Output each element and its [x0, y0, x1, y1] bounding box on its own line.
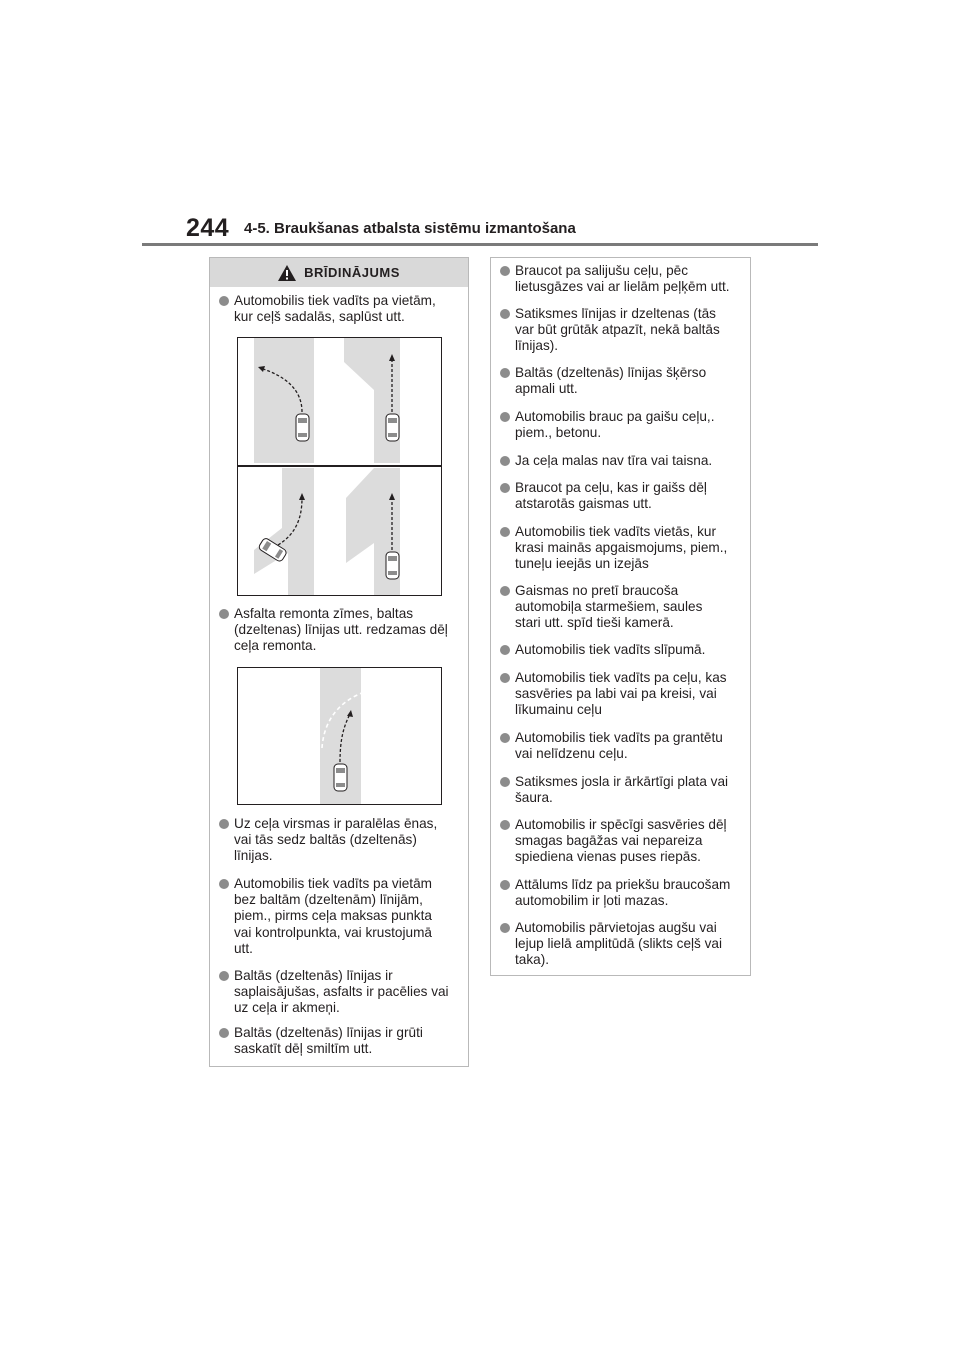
- bullet-dot: [500, 880, 510, 890]
- bullet-dot: [500, 456, 510, 466]
- list-item: Braucot pa salijušu ceļu, pēc lietusgāzes vai ar lielām peļķēm utt.: [497, 263, 730, 295]
- bullet-dot: [219, 1028, 229, 1038]
- bullet-dot: [500, 586, 510, 596]
- list-item: Baltās (dzeltenās) līnijas šķērso apmali utt.: [497, 365, 706, 397]
- bullet-dot: [500, 733, 510, 743]
- list-item: Uz ceļa virsmas ir paralēlas ēnas, vai tās sedz baltās (dzeltenās) līnijas.: [216, 816, 437, 865]
- list-item: Attālums līdz pa priekšu braucošam automobilim ir ļoti mazas.: [497, 877, 730, 909]
- bullet-dot: [500, 923, 510, 933]
- list-item: Automobilis tiek vadīts slīpumā.: [497, 642, 705, 658]
- bullet-dot: [500, 673, 510, 683]
- car-icon: [296, 414, 309, 441]
- list-item: Automobilis ir spēcīgi sasvēries dēļ smagas bagāžas vai nepareiza spiediena vienas puses riepās.: [497, 817, 727, 866]
- list-item: Automobilis pārvietojas augšu vai lejup lielā amplitūdā (slikts ceļš vai taka).: [497, 920, 722, 969]
- bullet-dot: [219, 971, 229, 981]
- list-item: Ja ceļa malas nav tīra vai taisna.: [497, 453, 712, 469]
- list-item: Automobilis tiek vadīts pa grantētu vai nelīdzenu ceļu.: [497, 730, 723, 762]
- bullet-dot: [500, 645, 510, 655]
- list-item: Automobilis tiek vadīts pa vietām bez baltām (dzeltenām) līnijām, piem., pirms ceļa maksas punkta vai kontrolpunkta, vai krustojumā utt.: [216, 876, 432, 957]
- bullet-dot: [500, 309, 510, 319]
- bullet-dot: [500, 412, 510, 422]
- bullet-dot: [500, 266, 510, 276]
- list-item: Asfalta remonta zīmes, baltas (dzeltenas) līnijas utt. redzamas dēļ ceļa remonta.: [216, 606, 448, 655]
- list-item: Satiksmes līnijas ir dzeltenas (tās var būt grūtāk atpazīt, nekā baltās līnijas).: [497, 306, 720, 355]
- list-item: Baltās (dzeltenās) līnijas ir grūti saskatīt dēļ smiltīm utt.: [216, 1025, 423, 1057]
- bullet-dot: [219, 609, 229, 619]
- section-title: 4-5. Braukšanas atbalsta sistēmu izmantošana: [244, 220, 576, 237]
- list-item: Automobilis tiek vadīts pa ceļu, kas sasvēries pa labi vai pa kreisi, vai līkumainu ceļu: [497, 670, 727, 719]
- list-item: Satiksmes josla ir ārkārtīgi plata vai šaura.: [497, 774, 728, 806]
- warning-box-right: [490, 257, 751, 976]
- bullet-dot: [500, 820, 510, 830]
- list-item: Automobilis tiek vadīts pa vietām, kur ceļš sadalās, saplūst utt.: [216, 293, 436, 325]
- car-icon: [386, 552, 399, 579]
- bullet-dot: [500, 483, 510, 493]
- header-rule: [142, 243, 818, 246]
- road-repair-figure: [237, 667, 442, 805]
- list-item: Automobilis brauc pa gaišu ceļu,. piem., betonu.: [497, 409, 715, 441]
- car-icon: [334, 764, 347, 791]
- bullet-dot: [500, 777, 510, 787]
- bullet-dot: [500, 368, 510, 378]
- road-repair-diagram: [238, 668, 441, 804]
- list-item: Baltās (dzeltenās) līnijas ir saplaisājušas, asfalts ir pacēlies vai uz ceļa ir akmeņi.: [216, 968, 449, 1017]
- car-icon: [386, 414, 399, 441]
- list-item: Gaismas no pretī braucoša automobiļa starmešiem, saules stari utt. spīd tieši kamerā.: [497, 583, 702, 632]
- bullet-dot: [219, 879, 229, 889]
- list-item: Automobilis tiek vadīts vietās, kur krasi mainās apgaismojums, piem., tuneļu ieejās un izejās: [497, 524, 727, 573]
- road-split-diagram: [238, 338, 441, 595]
- bullet-dot: [219, 296, 229, 306]
- bullet-dot: [500, 527, 510, 537]
- bullet-dot: [219, 819, 229, 829]
- warning-box-left: [209, 257, 469, 1067]
- page-number: 244: [186, 214, 230, 242]
- warning-title: BRĪDINĀJUMS: [304, 265, 400, 280]
- list-item: Braucot pa ceļu, kas ir gaišs dēļ atstarotās gaismas utt.: [497, 480, 707, 512]
- warning-header: [210, 258, 468, 287]
- warning-triangle-icon: [278, 265, 296, 281]
- road-split-figure: [237, 337, 442, 596]
